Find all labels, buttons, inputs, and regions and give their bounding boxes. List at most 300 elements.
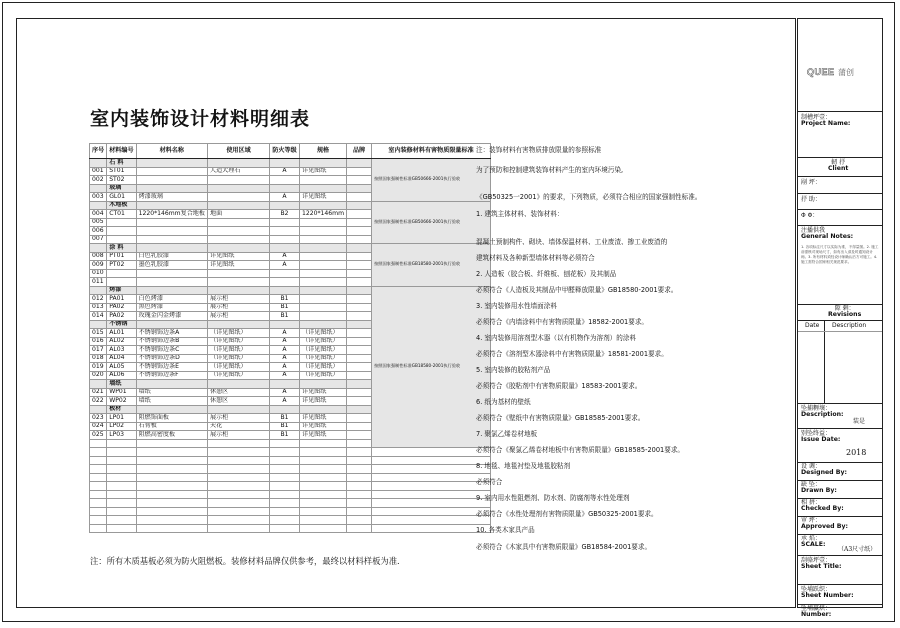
- table-cell: [347, 380, 372, 389]
- cell-fire: B1: [270, 312, 300, 321]
- cell-name: [136, 218, 207, 227]
- table-cell: [208, 380, 270, 389]
- table-cell: [300, 201, 347, 210]
- cell-fire: [270, 269, 300, 278]
- cell-area: [208, 176, 270, 185]
- cell-code: [107, 448, 136, 457]
- table-cell: [136, 159, 207, 168]
- checked-by-label: 相 拼： Checked By:: [801, 499, 844, 513]
- cell-no: 020: [90, 371, 107, 380]
- cell-area: [208, 499, 270, 508]
- cell-name: 不锈钢饰边条B: [136, 337, 207, 346]
- tb-divider: [798, 111, 882, 112]
- cell-spec: [300, 269, 347, 278]
- cell-spec: [300, 227, 347, 236]
- title-block: [797, 18, 883, 619]
- cell-name: 白色乳胶漆: [136, 252, 207, 261]
- note-line: 4. 室内装修用溶剂型木器（以有机物作为溶剂）的涂料: [476, 334, 637, 342]
- cell-name: [136, 473, 207, 482]
- col-standard: 室内装修材料有害物质限量标准: [372, 144, 491, 159]
- cell-spec: [300, 295, 347, 304]
- cell-fire: A: [270, 337, 300, 346]
- cell-code: [107, 482, 136, 491]
- table-cell: [90, 380, 107, 389]
- table-cell: [208, 286, 270, 295]
- cell-no: 021: [90, 388, 107, 397]
- cell-brand: [347, 465, 372, 474]
- cell-brand: [347, 295, 372, 304]
- table-row: [90, 524, 491, 533]
- table-cell: [347, 159, 372, 168]
- standard-cell: [372, 490, 491, 499]
- cell-name: 烤漆玻璃: [136, 193, 207, 202]
- table-cell: [136, 405, 207, 414]
- cell-name: [136, 507, 207, 516]
- cell-brand: [347, 227, 372, 236]
- note-line: 为了预防和控制建筑装饰材料产生的室内环境污染,: [476, 166, 624, 174]
- cell-code: [107, 235, 136, 244]
- cell-code: AL05: [107, 363, 136, 372]
- cell-name: 不锈钢饰边条C: [136, 346, 207, 355]
- note-line: 建筑材料及各种新型墙体材料等必须符合: [476, 254, 595, 262]
- table-cell: [208, 159, 270, 168]
- table-cell: [270, 405, 300, 414]
- general-notes-label: 注播供我 General Notes:: [801, 227, 854, 241]
- cell-fire: [270, 507, 300, 516]
- cell-brand: [347, 439, 372, 448]
- cell-no: [90, 499, 107, 508]
- cell-spec: [300, 252, 347, 261]
- col-area: 使用区域: [208, 144, 270, 159]
- cell-code: [107, 227, 136, 236]
- cell-spec: 详见图纸: [300, 167, 347, 176]
- cell-no: 015: [90, 329, 107, 338]
- category-row: [90, 244, 491, 253]
- cell-name: 不锈钢饰边条D: [136, 354, 207, 363]
- cell-no: 008: [90, 252, 107, 261]
- cell-spec: [300, 235, 347, 244]
- standard-cell: 按照国家强制性标准GB50666-2001执行验收: [372, 201, 491, 244]
- cell-brand: [347, 167, 372, 176]
- table-cell: [347, 320, 372, 329]
- cell-name: 不锈钢饰边条F: [136, 371, 207, 380]
- cell-fire: [270, 465, 300, 474]
- table-cell: [90, 244, 107, 253]
- cell-no: 019: [90, 363, 107, 372]
- cell-spec: [300, 473, 347, 482]
- material-table: [89, 143, 491, 533]
- category-name: 墙纸: [107, 380, 136, 389]
- cell-brand: [347, 235, 372, 244]
- sign-label: 抒 助：: [801, 196, 821, 203]
- cell-brand: [347, 397, 372, 406]
- cell-fire: A: [270, 252, 300, 261]
- cell-name: 不锈钢饰边条A: [136, 329, 207, 338]
- table-cell: [136, 244, 207, 253]
- cell-no: 025: [90, 431, 107, 440]
- cell-brand: [347, 176, 372, 185]
- cell-no: 012: [90, 295, 107, 304]
- cell-code: [107, 516, 136, 525]
- cell-spec: [300, 465, 347, 474]
- description-label: 坠捕糎壤： Description:: [801, 405, 844, 419]
- cell-fire: B2: [270, 210, 300, 219]
- cell-no: 010: [90, 269, 107, 278]
- table-cell: [208, 320, 270, 329]
- cell-code: LP01: [107, 414, 136, 423]
- category-name: 烤漆: [107, 286, 136, 295]
- table-cell: [136, 184, 207, 193]
- cell-fire: A: [270, 193, 300, 202]
- cell-name: [136, 448, 207, 457]
- cell-no: 009: [90, 261, 107, 270]
- table-cell: [136, 380, 207, 389]
- cell-no: [90, 516, 107, 525]
- scale-value: （A3尺寸纸）: [838, 546, 877, 553]
- cell-name: [136, 176, 207, 185]
- cell-area: 休憩区: [208, 397, 270, 406]
- table-row: [90, 482, 491, 491]
- tb-divider: [798, 225, 882, 226]
- cell-code: [107, 465, 136, 474]
- cell-no: 005: [90, 218, 107, 227]
- category-name: 涂 料: [107, 244, 136, 253]
- tb-divider: [798, 555, 882, 556]
- cell-spec: （详见图纸）: [300, 363, 347, 372]
- cell-code: [107, 278, 136, 287]
- cell-no: 018: [90, 354, 107, 363]
- cell-no: 016: [90, 337, 107, 346]
- cell-brand: [347, 388, 372, 397]
- cell-code: LP03: [107, 431, 136, 440]
- cell-code: [107, 456, 136, 465]
- cell-fire: [270, 227, 300, 236]
- cell-no: 003: [90, 193, 107, 202]
- category-name: 不锈钢: [107, 320, 136, 329]
- category-name: 木地板: [107, 201, 136, 210]
- table-cell: [300, 320, 347, 329]
- cell-no: [90, 448, 107, 457]
- cell-fire: [270, 439, 300, 448]
- note-line: 9. 室内用水性阻燃剂、防水剂、防腐剂等水性处理剂: [476, 494, 630, 502]
- cell-brand: [347, 371, 372, 380]
- note-line: 3. 室内装修用水性墙面涂料: [476, 302, 557, 310]
- standard-cell: [372, 482, 491, 491]
- cell-no: 006: [90, 227, 107, 236]
- cell-code: WP02: [107, 397, 136, 406]
- cell-brand: [347, 431, 372, 440]
- cell-fire: [270, 235, 300, 244]
- note-line: 1. 建筑主体材料、装饰材料：: [476, 210, 564, 218]
- tb-divider: [798, 209, 882, 210]
- cell-code: CT01: [107, 210, 136, 219]
- tb-divider: [798, 176, 882, 177]
- cell-spec: [300, 524, 347, 533]
- cell-brand: [347, 448, 372, 457]
- cell-brand: [347, 363, 372, 372]
- table-cell: [208, 201, 270, 210]
- cell-code: [107, 439, 136, 448]
- cell-brand: [347, 346, 372, 355]
- cell-no: [90, 507, 107, 516]
- cell-brand: [347, 312, 372, 321]
- issue-date-label: 别坠终益： Issue Date:: [801, 430, 841, 444]
- table-cell: [90, 405, 107, 414]
- cell-code: PT01: [107, 252, 136, 261]
- cell-fire: A: [270, 354, 300, 363]
- cell-spec: （详见图纸）: [300, 329, 347, 338]
- cell-area: [208, 269, 270, 278]
- cell-brand: [347, 482, 372, 491]
- table-row: [90, 473, 491, 482]
- cell-fire: [270, 473, 300, 482]
- description-value: 装是: [853, 418, 866, 425]
- table-cell: [347, 184, 372, 193]
- cell-area: 详见图纸: [208, 252, 270, 261]
- cell-area: 展示柜: [208, 312, 270, 321]
- cell-spec: [300, 303, 347, 312]
- note-line: 注：装饰材料有害物质排放限量的参照标准: [476, 146, 602, 154]
- cell-spec: 1220*146mm: [300, 210, 347, 219]
- cell-brand: [347, 516, 372, 525]
- note-line: 必须符合《壁纸中有害物质限量》GB18585-2001要求。: [476, 414, 645, 422]
- table-cell: [347, 405, 372, 414]
- cell-code: PT02: [107, 261, 136, 270]
- standard-cell: 按照国家强制性标准GB18580-2001执行验收: [372, 244, 491, 287]
- table-row: [90, 507, 491, 516]
- cell-no: 004: [90, 210, 107, 219]
- cell-brand: [347, 499, 372, 508]
- cell-spec: [300, 456, 347, 465]
- cell-name: [136, 235, 207, 244]
- table-cell: [270, 184, 300, 193]
- cell-area: [208, 490, 270, 499]
- note-line: 7. 聚氯乙烯卷材地板: [476, 430, 538, 438]
- cell-brand: [347, 507, 372, 516]
- cell-spec: [300, 499, 347, 508]
- cell-no: [90, 490, 107, 499]
- cell-area: [208, 465, 270, 474]
- table-cell: [347, 286, 372, 295]
- cell-area: [208, 456, 270, 465]
- cell-brand: [347, 422, 372, 431]
- table-cell: [90, 320, 107, 329]
- cell-fire: [270, 218, 300, 227]
- cell-fire: A: [270, 346, 300, 355]
- cell-spec: 详见图纸: [300, 193, 347, 202]
- brand-logo: QUEE: [807, 67, 835, 77]
- rev-desc-header: Description: [832, 322, 867, 329]
- cell-spec: [300, 312, 347, 321]
- note-line: 2. 人造板（胶合板、纤维板、刨花板）及其制品: [476, 270, 617, 278]
- rev-date-header: Date: [805, 322, 820, 329]
- table-cell: [208, 405, 270, 414]
- cell-spec: [300, 176, 347, 185]
- table-cell: [208, 184, 270, 193]
- cell-fire: [270, 278, 300, 287]
- cell-fire: A: [270, 397, 300, 406]
- cell-code: [107, 524, 136, 533]
- cell-area: [208, 507, 270, 516]
- note-line: 必须符合《聚氯乙烯卷材地板中有害物质限量》GB18585-2001要求。: [476, 446, 685, 454]
- cell-spec: （详见图纸）: [300, 346, 347, 355]
- cell-name: 阻燃高密度板: [136, 431, 207, 440]
- cell-name: 不锈钢饰边条E: [136, 363, 207, 372]
- cell-name: [136, 516, 207, 525]
- table-cell: [270, 320, 300, 329]
- approve-label: 剐 坪：: [801, 179, 821, 186]
- cell-name: 墙纸: [136, 397, 207, 406]
- cell-name: 1220*146mm复合地板: [136, 210, 207, 219]
- note-line: 混凝土预制构件、砌块、墙体保温材料、工业废渣、掺工业废渣的: [476, 238, 668, 246]
- cell-spec: 详见图纸: [300, 431, 347, 440]
- category-name: 石 料: [107, 159, 136, 168]
- note-line: 10. 各类木家具产品: [476, 526, 535, 534]
- cell-fire: A: [270, 363, 300, 372]
- cell-no: [90, 524, 107, 533]
- table-cell: [300, 286, 347, 295]
- cell-fire: [270, 490, 300, 499]
- cell-name: 玫瑰金闪金烤漆: [136, 312, 207, 321]
- cell-spec: [300, 218, 347, 227]
- cell-area: 地面: [208, 210, 270, 219]
- cell-area: 展示柜: [208, 303, 270, 312]
- cell-fire: [270, 456, 300, 465]
- cell-area: （详见图纸）: [208, 337, 270, 346]
- cell-brand: [347, 456, 372, 465]
- cell-name: [136, 167, 207, 176]
- cell-area: （详见图纸）: [208, 346, 270, 355]
- cell-name: 白色烤漆: [136, 295, 207, 304]
- cell-area: [208, 473, 270, 482]
- standard-cell: 按照国家强制性标准GB18580-2001执行验收: [372, 286, 491, 448]
- cell-name: [136, 465, 207, 474]
- cell-spec: [300, 490, 347, 499]
- cell-spec: [300, 482, 347, 491]
- cell-spec: （详见图纸）: [300, 337, 347, 346]
- table-cell: [270, 380, 300, 389]
- tb-divider: [798, 320, 882, 321]
- note-line: 5. 室内装修的胶粘剂产品: [476, 366, 551, 374]
- cell-fire: [270, 499, 300, 508]
- tb-divider: [798, 403, 882, 404]
- table-row: [90, 448, 491, 457]
- standard-cell: [372, 499, 491, 508]
- cell-brand: [347, 524, 372, 533]
- cell-spec: 详见图纸: [300, 388, 347, 397]
- table-cell: [90, 184, 107, 193]
- tb-divider: [798, 428, 882, 429]
- cell-code: AL02: [107, 337, 136, 346]
- tb-divider: [798, 193, 882, 194]
- table-cell: [300, 405, 347, 414]
- cell-area: [208, 227, 270, 236]
- cell-code: PA02: [107, 312, 136, 321]
- cell-code: AL01: [107, 329, 136, 338]
- col-code: 材料编号: [107, 144, 136, 159]
- cell-fire: [270, 482, 300, 491]
- cell-fire: B1: [270, 431, 300, 440]
- cell-spec: [300, 278, 347, 287]
- table-row: [90, 456, 491, 465]
- standard-cell: [372, 524, 491, 533]
- note-line: 必须符合《胶粘剂中有害物质限量》18583-2001要求。: [476, 382, 642, 390]
- issue-date-value: 2018: [846, 448, 867, 457]
- table-cell: [270, 286, 300, 295]
- cell-area: [208, 482, 270, 491]
- cell-no: 011: [90, 278, 107, 287]
- cell-area: [208, 218, 270, 227]
- standard-cell: [372, 473, 491, 482]
- note-line: 必须符合《内墙涂料中有害物质限量》18582-2001要求。: [476, 318, 649, 326]
- table-cell: [300, 380, 347, 389]
- sheet-number-label: 坠埔跃织： Sheet Number:: [801, 586, 854, 600]
- cell-fire: [270, 516, 300, 525]
- table-cell: [90, 201, 107, 210]
- cell-area: 详见图纸: [208, 261, 270, 270]
- cell-no: [90, 465, 107, 474]
- cell-name: [136, 227, 207, 236]
- cell-area: 展示柜: [208, 295, 270, 304]
- standard-cell: [372, 507, 491, 516]
- page-title: 室内装饰设计材料明细表: [90, 108, 311, 130]
- cell-no: 022: [90, 397, 107, 406]
- cell-fire: [270, 524, 300, 533]
- cell-fire: A: [270, 329, 300, 338]
- tb-divider: [798, 331, 882, 332]
- general-notes-text: 1. 各项标注尺寸以实际为准，不得量图。2. 施工前需核对现场尺寸，如有出入请及时通知设计师。3. 所有材料须经设计师确认后方可施工。4. 施工需符合国家相关规范要求。: [801, 245, 879, 265]
- cell-name: [136, 490, 207, 499]
- cell-brand: [347, 261, 372, 270]
- cell-brand: [347, 473, 372, 482]
- table-cell: [136, 320, 207, 329]
- cell-fire: B1: [270, 422, 300, 431]
- col-name: 材料名称: [136, 144, 207, 159]
- table-cell: [300, 184, 347, 193]
- cell-code: AL03: [107, 346, 136, 355]
- table-cell: [300, 244, 347, 253]
- number-label: 坠埔赢烘： Number:: [801, 605, 832, 619]
- cell-brand: [347, 269, 372, 278]
- cell-name: 墙纸: [136, 388, 207, 397]
- standard-cell: [372, 465, 491, 474]
- cell-brand: [347, 337, 372, 346]
- cell-code: ST02: [107, 176, 136, 185]
- sheet-title-label: 刮骆坪壹： Sheet Title:: [801, 557, 842, 571]
- table-cell: [90, 286, 107, 295]
- note-line: 必须符合《水性处理剂有害物质限量》GB50325-2001要求。: [476, 510, 658, 518]
- table-cell: [300, 159, 347, 168]
- cell-fire: A: [270, 388, 300, 397]
- col-spec: 规格: [300, 144, 347, 159]
- note-line: 必须符合《木家具中有害物质限量》GB18584-2001要求。: [476, 543, 652, 551]
- cell-name: [136, 524, 207, 533]
- cell-area: （详见图纸）: [208, 329, 270, 338]
- table-row: [90, 516, 491, 525]
- brand-logo-cn: 蒲创: [838, 68, 854, 77]
- cell-spec: [300, 507, 347, 516]
- cell-spec: 详见图纸: [300, 397, 347, 406]
- approved-by-label: 审 坪： Approved By:: [801, 517, 848, 531]
- cell-fire: B1: [270, 414, 300, 423]
- cell-brand: [347, 193, 372, 202]
- table-cell: [347, 244, 372, 253]
- cell-area: [208, 439, 270, 448]
- cell-code: AL06: [107, 371, 136, 380]
- client-label: 軔 抒 Client: [828, 159, 849, 173]
- note-line: 必须符合《溶剂型木器涂料中有害物质限量》18581-2001要求。: [476, 350, 668, 358]
- cell-no: [90, 456, 107, 465]
